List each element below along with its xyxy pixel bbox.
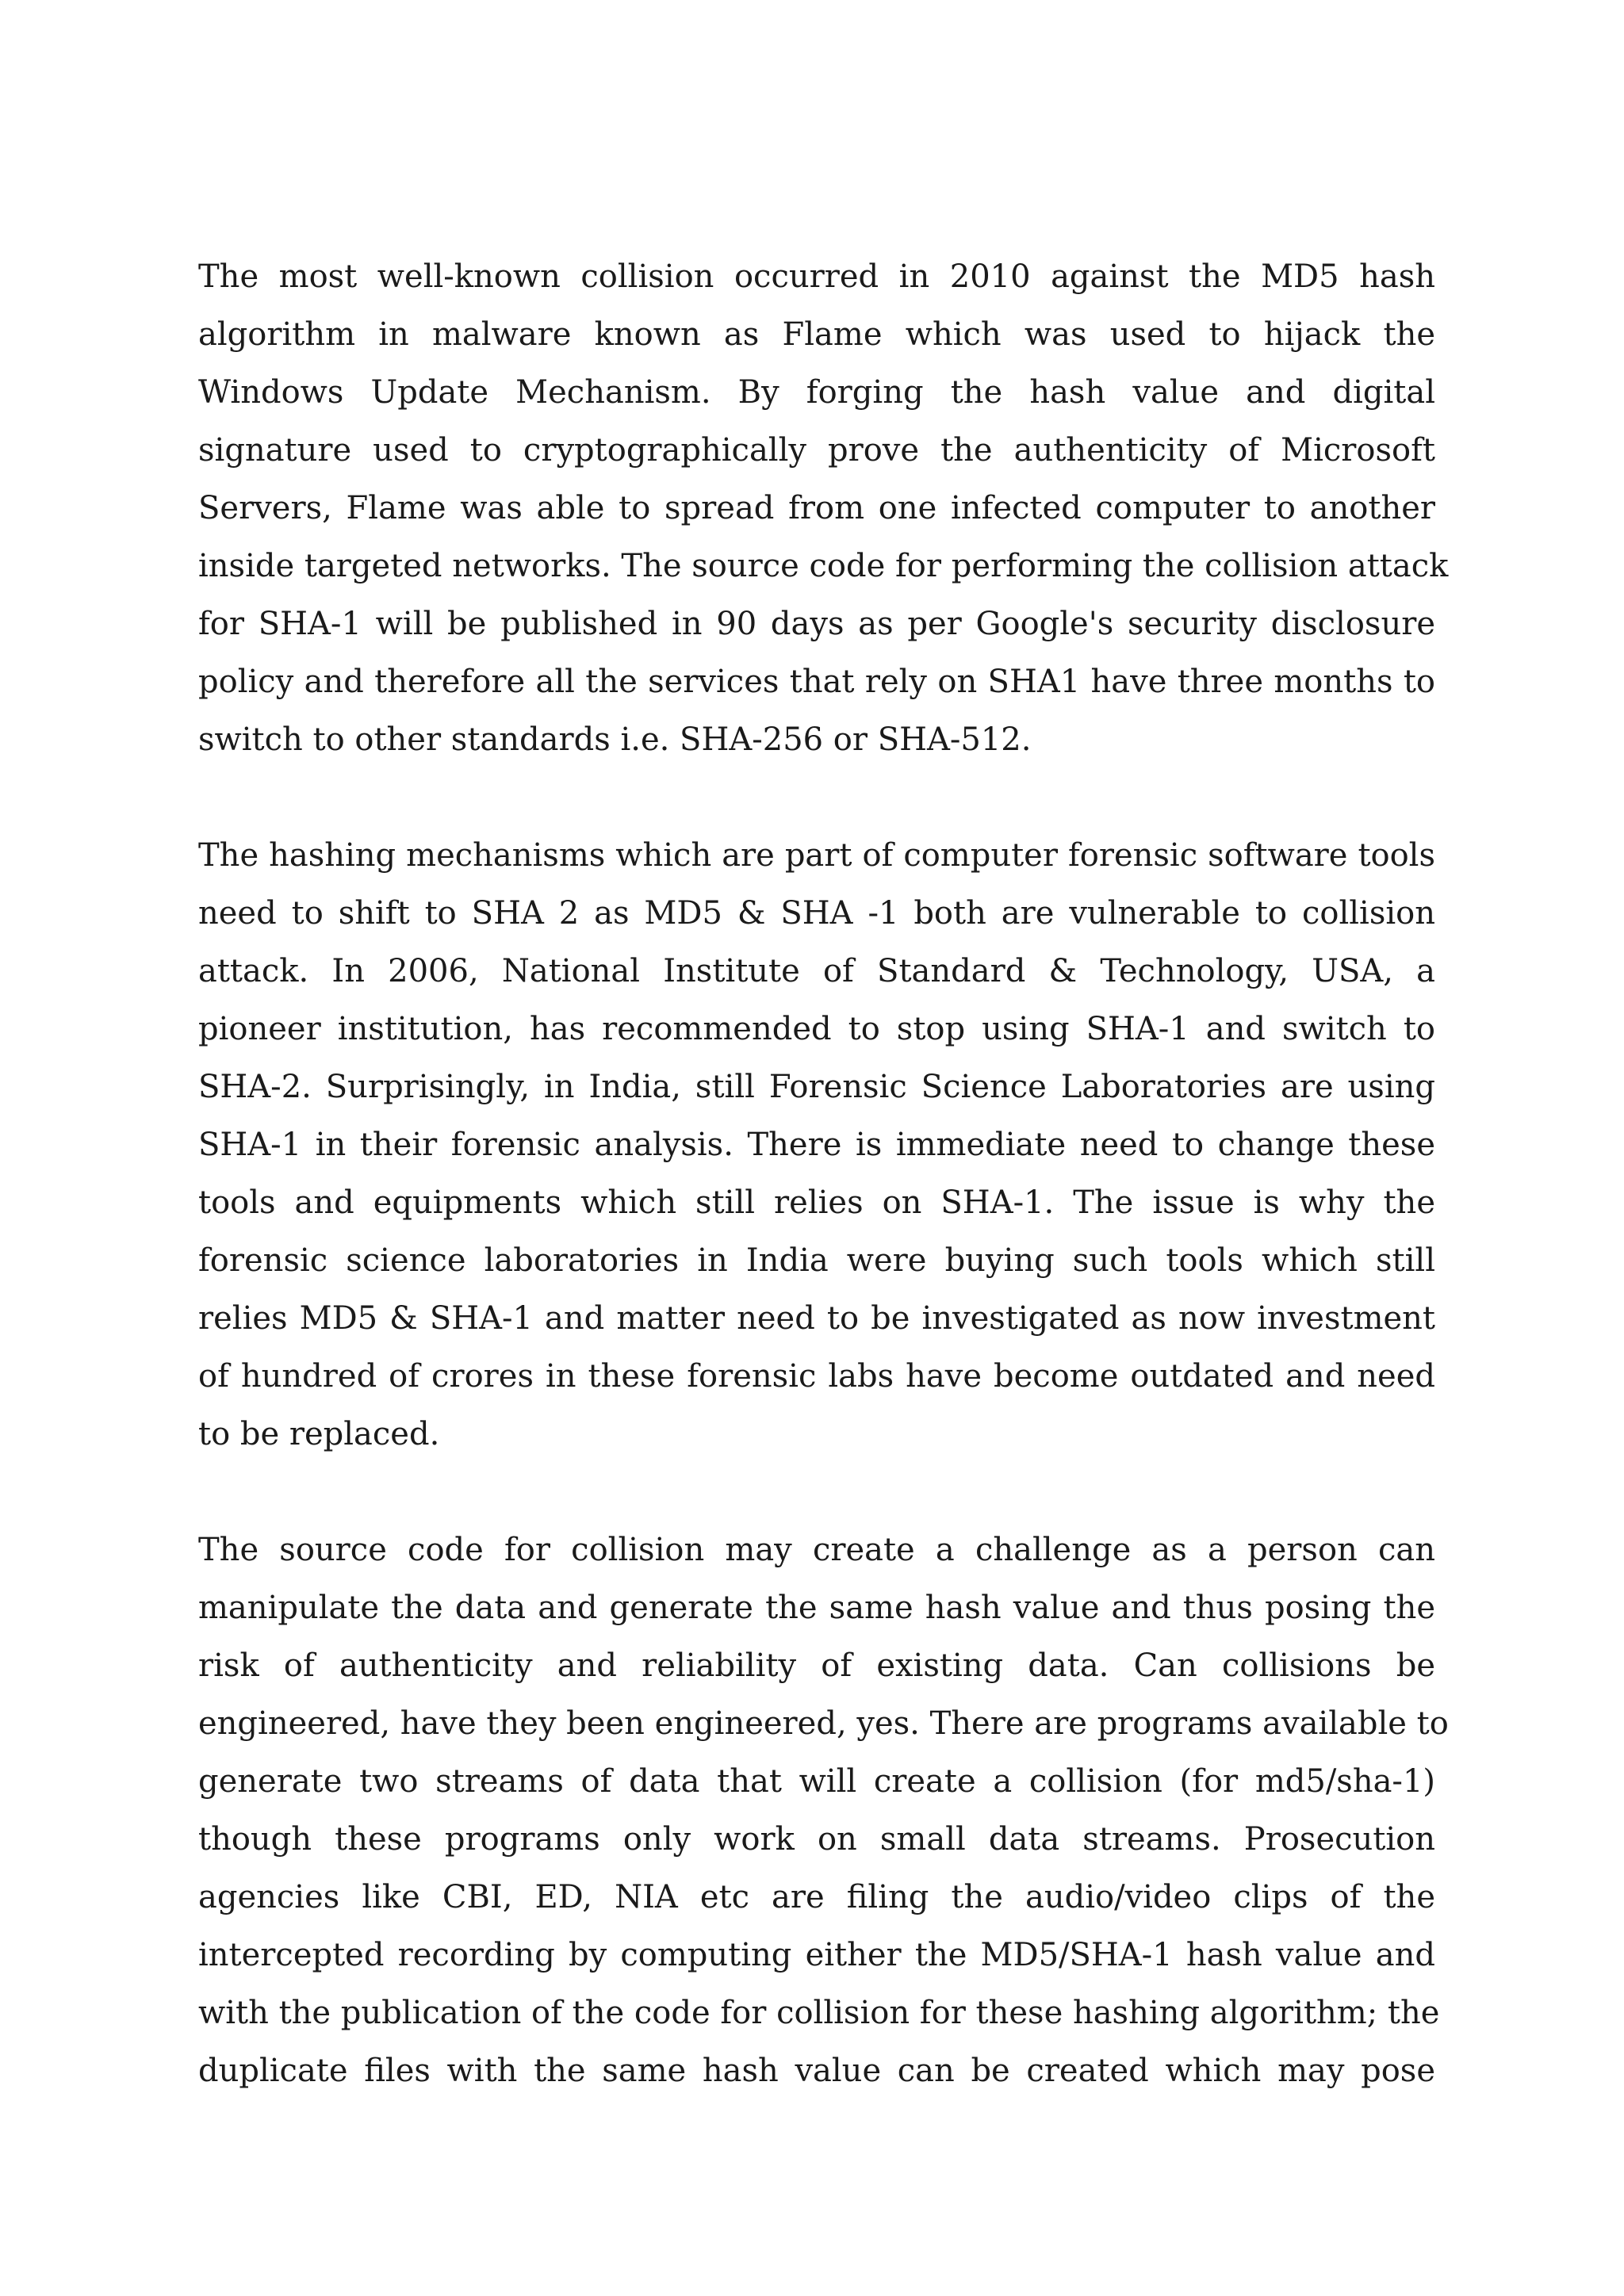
paragraph-2 <box>198 827 1435 1464</box>
paragraph-3 <box>198 1521 1449 2100</box>
text-line: tools and equipments which still relies on SHA-1. The issue is why the <box>198 1184 1435 1221</box>
text-line: SHA-1 in their forensic analysis. There is immediate need to change these <box>198 1127 1435 1163</box>
text-line: The hashing mechanisms which are part of computer forensic software tools <box>198 837 1435 874</box>
text-line: to be replaced. <box>198 1416 440 1452</box>
text-line: inside targeted networks. The source code for performing the collision attack <box>198 548 1449 584</box>
text-line: agencies like CBI, ED, NIA etc are filing the audio/video clips of the <box>198 1879 1435 1915</box>
text-line: for SHA-1 will be published in 90 days as per Google's security disclosure <box>198 606 1435 642</box>
text-line: though these programs only work on small data streams. Prosecution <box>198 1821 1435 1858</box>
paragraph-spacer <box>198 769 1435 827</box>
text-line: generate two streams of data that will create a collision (for md5/sha-1) <box>198 1763 1435 1800</box>
text-line: attack. In 2006, National Institute of Standard & Technology, USA, a <box>198 953 1435 989</box>
text-line: SHA-2. Surprisingly, in India, still Forensic Science Laboratories are using <box>198 1069 1435 1105</box>
paragraph-spacer <box>198 1464 1435 1521</box>
text-line: pioneer institution, has recommended to stop using SHA-1 and switch to <box>198 1011 1435 1047</box>
text-line: algorithm in malware known as Flame which was used to hijack the <box>198 316 1435 353</box>
document-body <box>198 248 1449 2100</box>
text-line: intercepted recording by computing either the MD5/SHA-1 hash value and <box>198 1937 1435 1973</box>
text-line: forensic science laboratories in India were buying such tools which still <box>198 1242 1435 1279</box>
text-line: The most well-known collision occurred in 2010 against the MD5 hash <box>198 258 1435 295</box>
text-line: duplicate files with the same hash value can be created which may pose <box>198 2053 1435 2089</box>
text-line: with the publication of the code for collision for these hashing algorithm; the <box>198 1995 1440 2031</box>
text-line: need to shift to SHA 2 as MD5 & SHA -1 both are vulnerable to collision <box>198 895 1435 932</box>
text-line: Windows Update Mechanism. By forging the hash value and digital <box>198 374 1435 411</box>
text-line: risk of authenticity and reliability of existing data. Can collisions be <box>198 1647 1435 1684</box>
text-line: signature used to cryptographically prove the authenticity of Microsoft <box>198 432 1435 469</box>
text-line: manipulate the data and generate the same hash value and thus posing the <box>198 1590 1435 1626</box>
paragraph-1 <box>198 248 1449 769</box>
text-line: switch to other standards i.e. SHA-256 or SHA-512. <box>198 721 1032 758</box>
text-line: relies MD5 & SHA-1 and matter need to be investigated as now investment <box>198 1300 1435 1337</box>
text-line: of hundred of crores in these forensic labs have become outdated and need <box>198 1358 1435 1395</box>
text-line: The source code for collision may create a challenge as a person can <box>198 1532 1435 1568</box>
text-line: engineered, have they been engineered, yes. There are programs available to <box>198 1705 1449 1742</box>
text-line: policy and therefore all the services that rely on SHA1 have three months to <box>198 664 1435 700</box>
text-line: Servers, Flame was able to spread from one infected computer to another <box>198 490 1435 526</box>
